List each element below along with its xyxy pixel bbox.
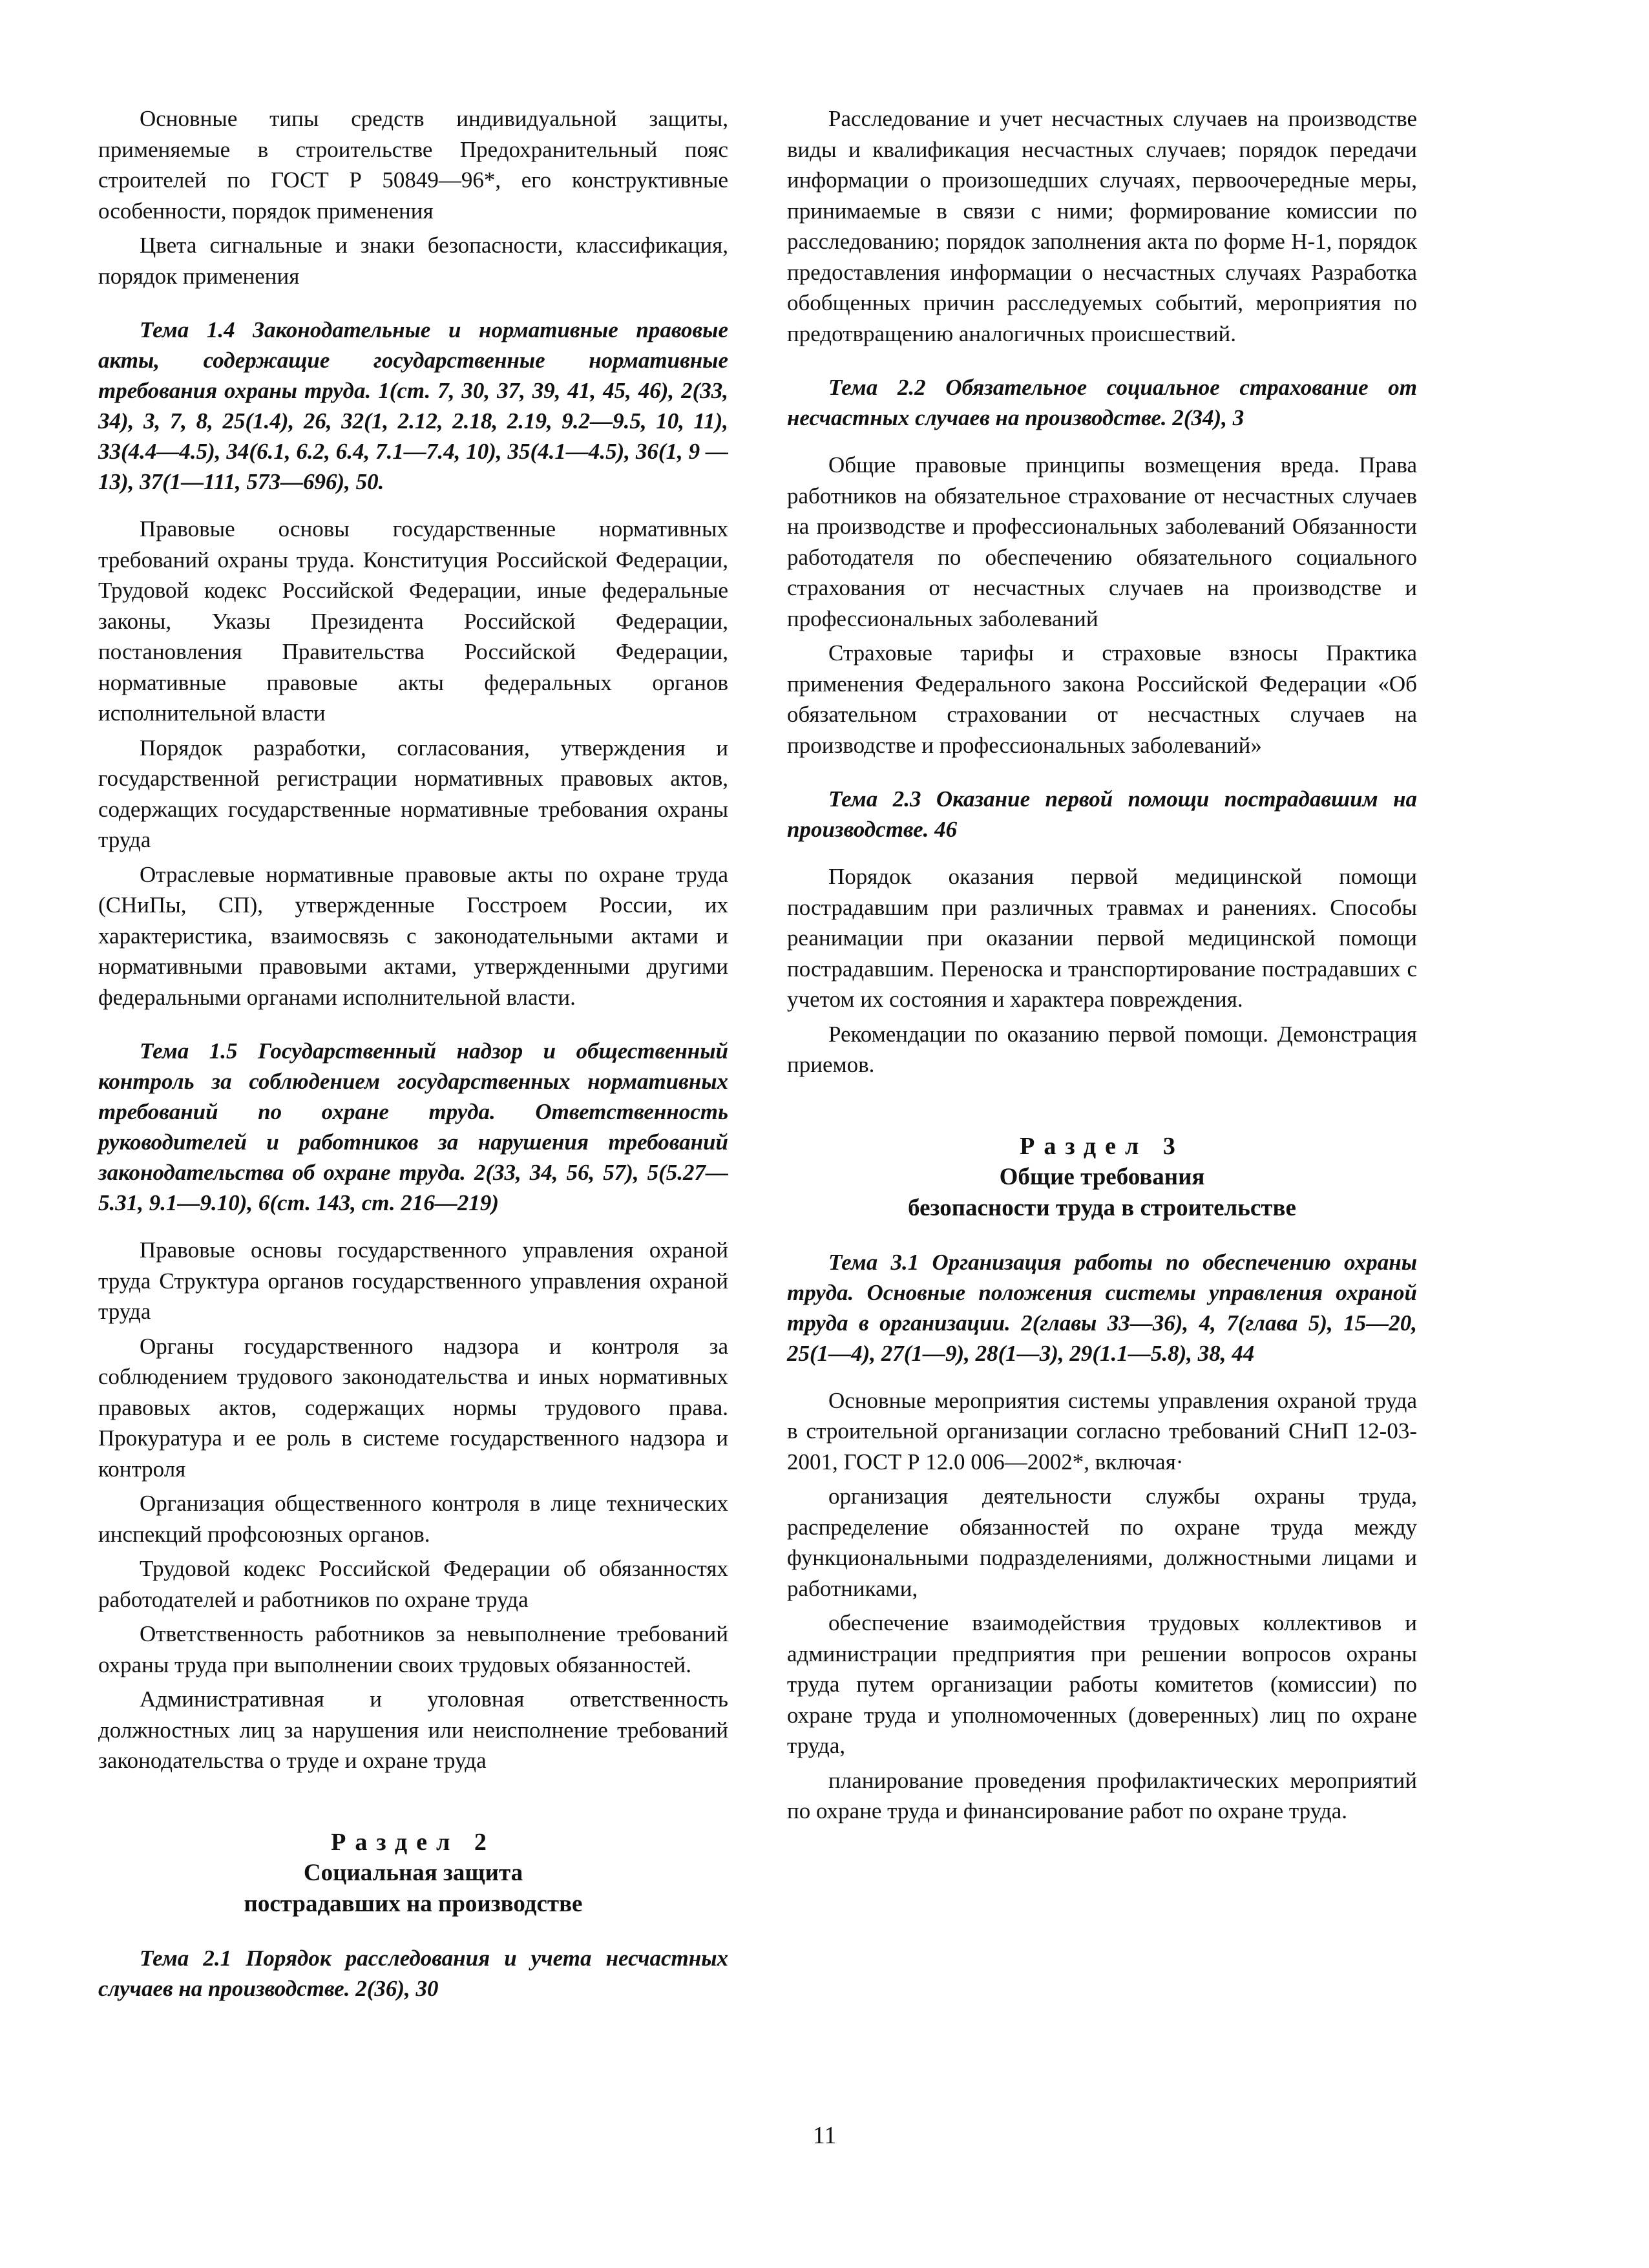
paragraph-labor-code: Трудовой кодекс Российской Федерации об обязанностях работодателей и работников по охране труда bbox=[98, 1556, 728, 1612]
section-2-number: Раздел 2 bbox=[331, 1828, 496, 1856]
paragraph-ppe-types: Основные типы средств индивидуальной защиты, применяемые в строительстве Предохранительный пояс строителей по ГОСТ Р 50849—96*, его конструктивные особенности, порядок применения bbox=[98, 106, 728, 224]
paragraph-management-system-measures: Основные мероприятия системы управления охраной труда в строительной организации согласно требований СНиП 12-03-2001, ГОСТ Р 12.0 006—2002*, включая· bbox=[787, 1387, 1417, 1475]
paragraph-supervision-bodies: Органы государственного надзора и контроля за соблюдением трудового законодательства и иных нормативных правовых актов, содержащих нормы трудового права. Прокуратура и ее роль в системе государственного надзора и контроля bbox=[98, 1333, 728, 1482]
paragraph-accident-investigation: Расследование и учет несчастных случаев на производстве виды и квалификация несчастных случаев; порядок передачи информации о произошедших случаях, первоочередные меры, принимаемые в связи с ними; формирование комиссии по расследованию; порядок заполнения акта по форме Н-1, порядок предоставления информации о несчастных случаях Разработка обобщенных причин расследуемых событий, мероприятия по предотвращению аналогичных происшествий. bbox=[787, 106, 1417, 346]
paragraph-planning-financing: планирование проведения профилактических мероприятий по охране труда и финансирование работ по охране труда. bbox=[787, 1767, 1417, 1823]
paragraph-state-management: Правовые основы государственного управления охраной труда Структура органов государственного управления охраной труда bbox=[98, 1237, 728, 1324]
topic-1-4-heading: Тема 1.4 Законодательные и нормативные правовые акты, содержащие государственные нормативные требования охраны труда. 1(ст. 7, 30, 37, 39, 41, 45, 46), 2(33, 34), 3, 7, 8, 25(1.4), 26, 32(1, 2.12, 2.18, 2.19, 9.2—9.5, 10, 11), 33(4.4—4.5), 34(6.1, 6.2, 6.4, 7.1—7.4, 10), 35(4.1—4.5), 36(1, 9 — 13), 37(1—111, 573—696), 50. bbox=[98, 317, 728, 494]
paragraph-first-aid-recommendations: Рекомендации по оказанию первой помощи. Демонстрация приемов. bbox=[787, 1021, 1417, 1077]
section-2-title-line2: пострадавших на производстве bbox=[244, 1890, 583, 1917]
topic-2-1-heading: Тема 2.1 Порядок расследования и учета несчастных случаев на производстве. 2(36), 30 bbox=[98, 1945, 728, 2001]
section-3-number: Раздел 3 bbox=[1020, 1132, 1184, 1160]
section-3-title-line2: безопасности труда в строительстве bbox=[908, 1194, 1296, 1221]
section-2-title-line1: Социальная защита bbox=[303, 1859, 523, 1886]
paragraph-admin-criminal-liability: Административная и уголовная ответственность должностных лиц за нарушения или неисполнение требований законодательства о труде и охране труда bbox=[98, 1686, 728, 1773]
paragraph-first-aid-order: Порядок оказания первой медицинской помощи пострадавшим при различных травмах и ранениях. Способы реанимации при оказании первой медицинской помощи пострадавшим. Переноска и транспортирование пострадавших с учетом их состояния и характера повреждения. bbox=[787, 864, 1417, 1012]
section-2-heading bbox=[98, 1827, 728, 1920]
paragraph-insurance-tariffs: Страховые тарифы и страховые взносы Практика применения Федерального закона Российской Федерации «Об обязательном страховании от несчастных случаев на производстве и профессиональных заболеваний» bbox=[787, 640, 1417, 758]
section-3-heading bbox=[787, 1131, 1417, 1224]
page-number: 11 bbox=[812, 2122, 837, 2149]
paragraph-public-control: Организация общественного контроля в лице технических инспекций профсоюзных органов. bbox=[98, 1491, 728, 1547]
paragraph-collective-interaction: обеспечение взаимодействия трудовых коллективов и администрации предприятия при решении вопросов охраны труда путем организации работы комитетов (комиссии) по охране труда и уполномоченных (доверенных) лиц по охране труда, bbox=[787, 1610, 1417, 1758]
topic-3-1-heading: Тема 3.1 Организация работы по обеспечению охраны труда. Основные положения системы управления охраной труда в организации. 2(главы 33—36), 4, 7(глава 5), 15—20, 25(1—4), 27(1—9), 28(1—3), 29(1.1—5.8), 38, 44 bbox=[787, 1249, 1417, 1366]
topic-1-5-heading: Тема 1.5 Государственный надзор и общественный контроль за соблюдением государственных нормативных требований по охране труда. Ответственность руководителей и работников за нарушения требований законодательства об охране труда. 2(33, 34, 56, 57), 5(5.27—5.31, 9.1—9.10), 6(ст. 143, ст. 216—219) bbox=[98, 1038, 728, 1215]
paragraph-development-order: Порядок разработки, согласования, утверждения и государственной регистрации нормативных правовых актов, содержащих государственные нормативные требования охраны труда bbox=[98, 735, 728, 852]
section-3-title-line1: Общие требования bbox=[999, 1163, 1205, 1190]
paragraph-worker-responsibility: Ответственность работников за невыполнение требований охраны труда при выполнении своих трудовых обязанностей. bbox=[98, 1621, 728, 1677]
paragraph-legal-basis: Правовые основы государственные нормативных требований охраны труда. Конституция Российской Федерации, Трудовой кодекс Российской Федерации, иные федеральные законы, Указы Президента Российской Федерации, постановления Правительства Российской Федерации, нормативные правовые акты федеральных органов исполнительной власти bbox=[98, 516, 728, 726]
topic-2-3-heading: Тема 2.3 Оказание первой помощи пострадавшим на производстве. 46 bbox=[787, 786, 1417, 842]
paragraph-industry-acts: Отраслевые нормативные правовые акты по охране труда (СНиПы, СП), утвержденные Госстроем России, их характеристика, взаимосвязь с законодательными актами и нормативными правовыми актами, утвержденными другими федеральными органами исполнительной власти. bbox=[98, 861, 728, 1010]
paragraph-signal-colors: Цвета сигнальные и знаки безопасности, классификация, порядок применения bbox=[98, 233, 728, 289]
paragraph-compensation-principles: Общие правовые принципы возмещения вреда. Права работников на обязательное страхование от несчастных случаев на производстве и профессиональных заболеваний Обязанности работодателя по обеспечению обязательного социального страхования от несчастных случаев на производстве и профессиональных заболеваний bbox=[787, 452, 1417, 631]
left-column bbox=[98, 103, 728, 2021]
topic-2-2-heading: Тема 2.2 Обязательное социальное страхование от несчастных случаев на производстве. 2(34), 3 bbox=[787, 375, 1417, 430]
paragraph-service-organization: организация деятельности службы охраны труда, распределение обязанностей по охране труда между функциональными подразделениями, должностными лицами и работниками, bbox=[787, 1484, 1417, 1601]
right-column bbox=[787, 103, 1417, 1831]
